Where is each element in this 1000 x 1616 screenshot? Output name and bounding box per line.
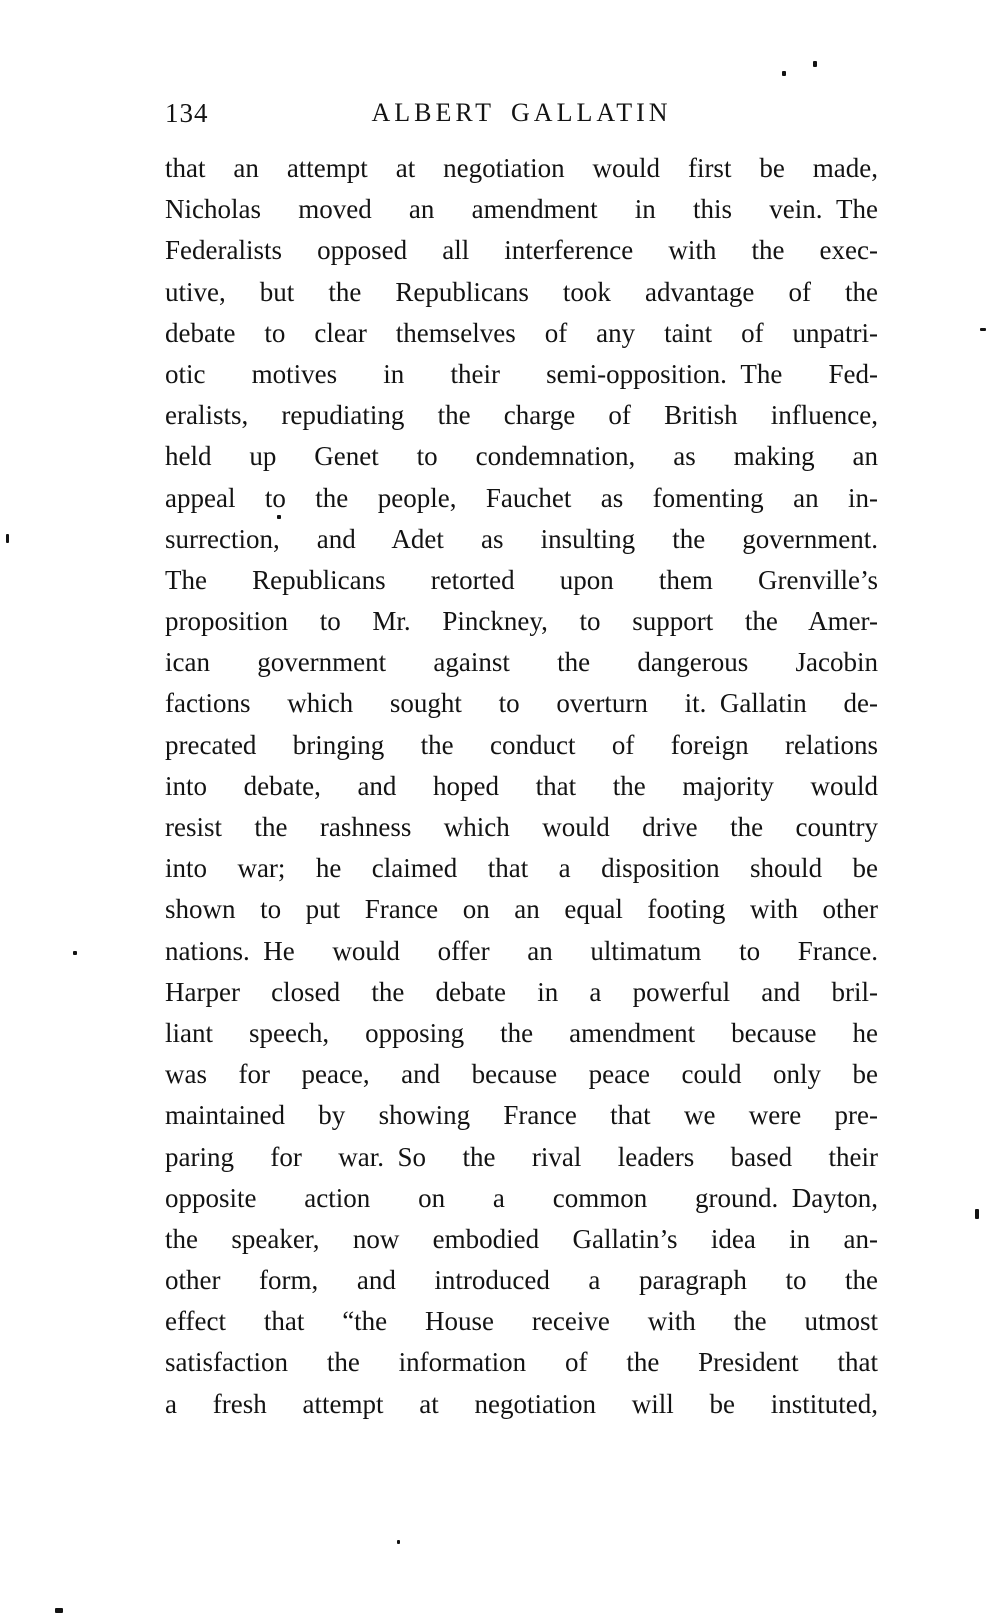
scan-speck xyxy=(73,951,77,955)
text-line: proposition to Mr. Pinckney, to support the Amer- xyxy=(165,606,878,637)
text-line: was for peace, and because peace could only be xyxy=(165,1059,878,1090)
text-line: other form, and introduced a paragraph to the xyxy=(165,1265,878,1296)
body-text xyxy=(165,148,878,1425)
text-line: held up Genet to condemnation, as making an xyxy=(165,441,878,472)
text-line: debate to clear themselves of any taint of unpatri- xyxy=(165,317,878,348)
text-line: Harper closed the debate in a powerful and bril- xyxy=(165,976,878,1007)
text-line: precated bringing the conduct of foreign relations xyxy=(165,729,878,760)
text-line: surrection, and Adet as insulting the government. xyxy=(165,523,878,554)
scan-speck xyxy=(6,534,9,543)
text-line: Nicholas moved an amendment in this vein. The xyxy=(165,194,878,225)
text-line: appeal to the people, Fauchet as fomenting an in- xyxy=(165,482,878,513)
text-line: eralists, repudiating the charge of British influence, xyxy=(165,400,878,431)
text-line: effect that “the House receive with the utmost xyxy=(165,1306,878,1337)
scan-speck xyxy=(813,61,817,67)
running-header xyxy=(165,98,878,130)
text-line: satisfaction the information of the President that xyxy=(165,1347,878,1378)
text-line: paring for war. So the rival leaders based their xyxy=(165,1141,878,1172)
scan-speck xyxy=(980,328,986,331)
text-line: ican government against the dangerous Jacobin xyxy=(165,647,878,678)
running-header-title: ALBERT GALLATIN xyxy=(371,98,672,127)
text-line: resist the rashness which would drive the country xyxy=(165,812,878,842)
text-line: into war; he claimed that a disposition should be xyxy=(165,853,878,884)
text-line: Federalists opposed all interference with the exec- xyxy=(165,235,878,266)
text-line: the speaker, now embodied Gallatin’s idea in an- xyxy=(165,1223,878,1254)
scan-speck xyxy=(277,515,281,519)
text-line: opposite action on a common ground. Dayton, xyxy=(165,1182,878,1213)
text-line: factions which sought to overturn it. Gallatin de- xyxy=(165,688,878,719)
scan-speck xyxy=(782,71,786,76)
text-line: otic motives in their semi-opposition. The Fed- xyxy=(165,358,878,389)
text-line: that an attempt at negotiation would first be made, xyxy=(165,153,878,183)
scan-speck xyxy=(397,1540,400,1544)
text-line: The Republicans retorted upon them Grenville’s xyxy=(165,564,878,595)
text-line: a fresh attempt at negotiation will be instituted, xyxy=(165,1388,878,1419)
text-line: maintained by showing France that we were pre- xyxy=(165,1100,878,1131)
text-line: utive, but the Republicans took advantage of the xyxy=(165,276,878,307)
scan-speck xyxy=(975,1209,979,1219)
scan-speck xyxy=(55,1608,63,1613)
text-line: nations. He would offer an ultimatum to France. xyxy=(165,935,878,966)
text-line: into debate, and hoped that the majority would xyxy=(165,770,878,801)
page-number: 134 xyxy=(165,98,209,128)
text-line: shown to put France on an equal footing with other xyxy=(165,894,878,925)
text-line: liant speech, opposing the amendment because he xyxy=(165,1017,878,1048)
